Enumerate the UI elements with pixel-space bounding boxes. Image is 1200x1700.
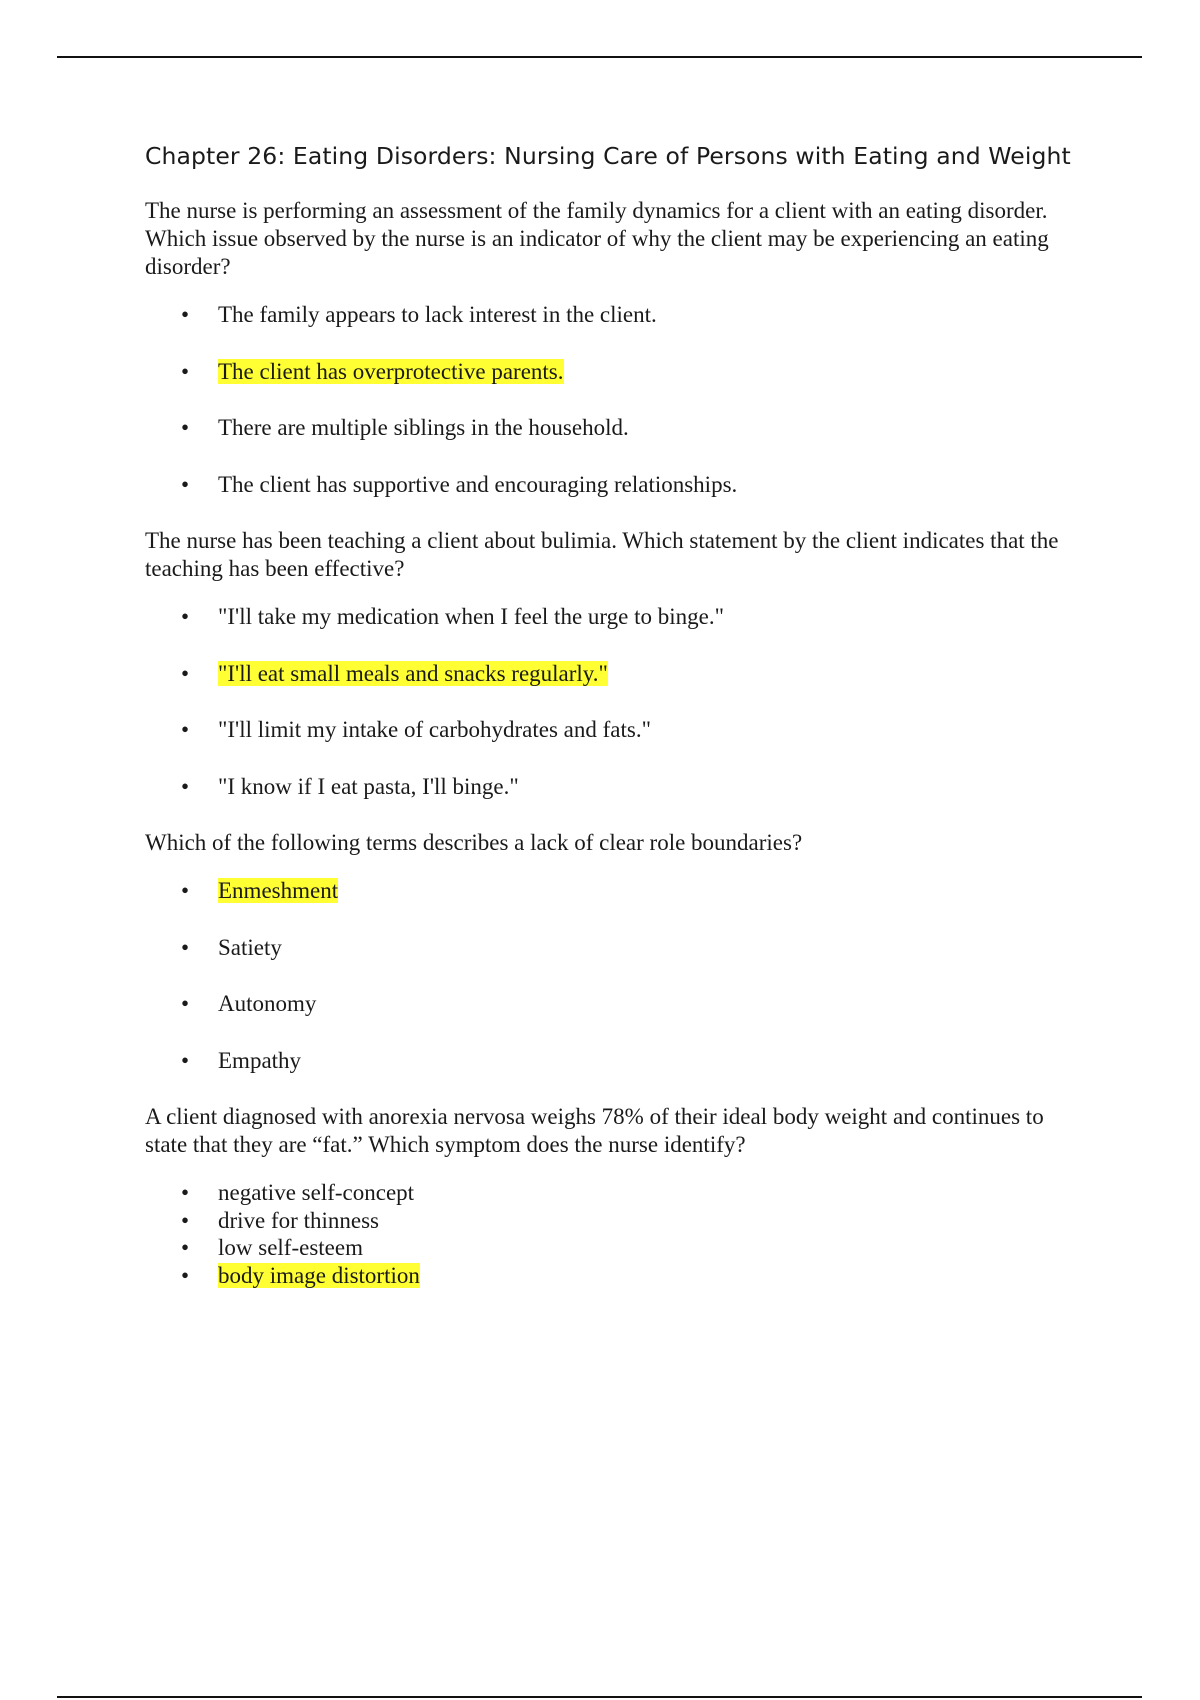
- footer-rule: [57, 1696, 1142, 1698]
- bullet-icon: •: [181, 660, 190, 686]
- answer-list: [145, 1179, 1085, 1289]
- highlighted-answer: "I'll eat small meals and snacks regularly.": [218, 660, 608, 686]
- question-block: [145, 1103, 1085, 1289]
- answer-option: • There are multiple siblings in the household.: [181, 415, 629, 440]
- highlighted-answer: Enmeshment: [218, 878, 339, 903]
- bullet-icon: •: [181, 773, 190, 799]
- answer-option: • Autonomy: [181, 991, 317, 1016]
- answer-option-correct: [145, 877, 1085, 905]
- answer-option: • Empathy: [181, 1047, 302, 1073]
- question-text: The nurse has been teaching a client about bulimia. Which statement by the client indicates that the teaching has been effective?: [145, 528, 1059, 581]
- answer-list: [145, 877, 1085, 1075]
- answer-option: • "I'll take my medication when I feel the urge to binge.": [181, 604, 724, 629]
- answer-option-correct: [145, 358, 1085, 386]
- answer-option: • The family appears to lack interest in the client.: [181, 302, 657, 327]
- answer-list: [145, 301, 1085, 499]
- answer-option: • low self-esteem: [181, 1235, 363, 1260]
- answer-option: • "I know if I eat pasta, I'll binge.": [181, 773, 519, 799]
- bullet-icon: •: [181, 717, 190, 742]
- bullet-icon: •: [181, 1180, 190, 1205]
- question-block: [145, 829, 1085, 1075]
- page-title: Chapter 26: Eating Disorders: Nursing Care of Persons with Eating and Weight: [145, 142, 1071, 170]
- highlighted-answer: body image distortion: [218, 1262, 420, 1288]
- answer-option-correct: [145, 660, 1085, 688]
- answer-option: • "I'll limit my intake of carbohydrates and fats.": [181, 717, 651, 742]
- question-text: Which of the following terms describes a lack of clear role boundaries?: [145, 830, 803, 855]
- answer-option: • Satiety: [181, 934, 282, 960]
- bullet-icon: •: [181, 302, 190, 327]
- answer-option: • negative self-concept: [181, 1180, 415, 1205]
- bullet-icon: •: [181, 415, 190, 440]
- bullet-icon: •: [181, 878, 190, 903]
- bullet-icon: •: [181, 604, 190, 629]
- bullet-icon: •: [181, 1207, 190, 1233]
- answer-option-correct: [145, 1262, 1085, 1290]
- answer-option: • The client has supportive and encouraging relationships.: [181, 471, 738, 497]
- bullet-icon: •: [181, 1262, 190, 1288]
- highlighted-answer: The client has overprotective parents.: [218, 358, 564, 384]
- bullet-icon: •: [181, 934, 190, 960]
- bullet-icon: •: [181, 1047, 190, 1073]
- bullet-icon: •: [181, 991, 190, 1016]
- question-text: A client diagnosed with anorexia nervosa weighs 78% of their ideal body weight and continues to state that they are “fat.” Which symptom does the nurse identify?: [145, 1104, 1044, 1157]
- bullet-icon: •: [181, 358, 190, 384]
- question-block: [145, 527, 1085, 801]
- answer-list: [145, 603, 1085, 801]
- bullet-icon: •: [181, 471, 190, 497]
- question-text: The nurse is performing an assessment of the family dynamics for a client with an eating disorder. Which issue observed by the nurse is an indicator of why the client may be experiencing an eating disorder?: [145, 198, 1049, 279]
- answer-option: • drive for thinness: [181, 1207, 379, 1233]
- document-body: [145, 140, 1085, 1289]
- bullet-icon: •: [181, 1235, 190, 1260]
- question-block: [145, 197, 1085, 499]
- header-rule: [57, 56, 1142, 58]
